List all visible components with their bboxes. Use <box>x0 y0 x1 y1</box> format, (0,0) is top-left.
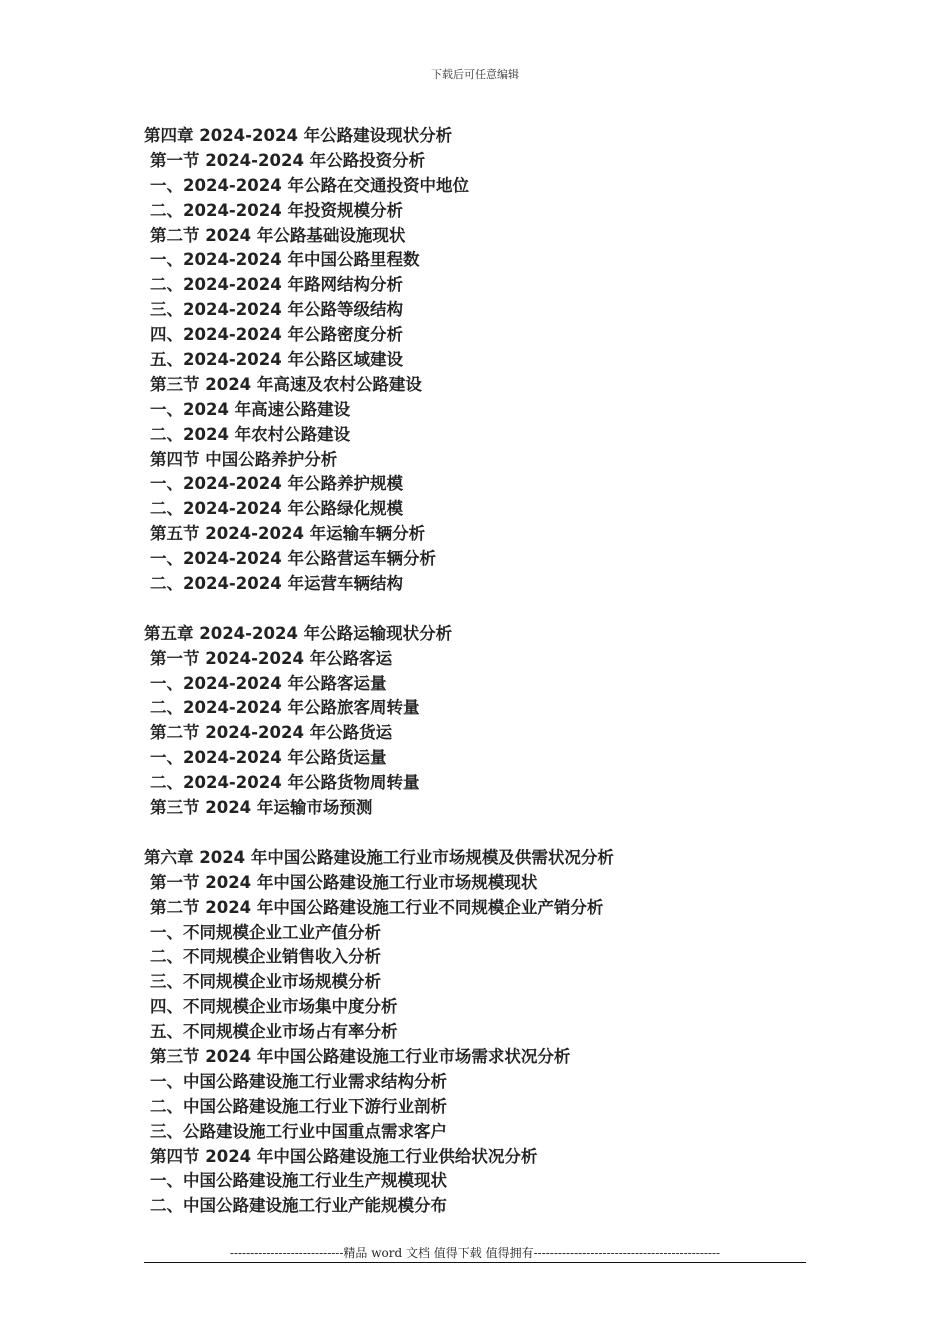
subsection-item: 一、中国公路建设施工行业生产规模现状 <box>150 1171 447 1191</box>
subsection-item: 二、2024-2024 年公路货物周转量 <box>150 773 420 793</box>
page-header: 下载后可任意编辑 <box>431 68 519 81</box>
section-heading: 第一节 2024-2024 年公路客运 <box>150 648 393 668</box>
subsection-item: 一、2024-2024 年公路货运量 <box>150 748 387 768</box>
section-gap <box>144 597 824 622</box>
subsection-item: 一、不同规模企业工业产值分析 <box>150 922 381 942</box>
subsection-item: 二、2024 年农村公路建设 <box>150 424 351 444</box>
subsection-item: 四、2024-2024 年公路密度分析 <box>150 325 403 345</box>
page-footer: ----------------------------精品 word 文档 值得下载 值得拥有---------------------------------------------- <box>229 1246 721 1260</box>
subsection-item: 一、2024 年高速公路建设 <box>150 399 351 419</box>
subsection-item: 二、2024-2024 年路网结构分析 <box>150 275 403 295</box>
subsection-item: 二、2024-2024 年公路旅客周转量 <box>150 698 420 718</box>
subsection-item: 一、2024-2024 年公路营运车辆分析 <box>150 549 436 569</box>
subsection-item: 二、2024-2024 年运营车辆结构 <box>150 574 403 594</box>
subsection-item: 二、2024-2024 年投资规模分析 <box>150 200 403 220</box>
subsection-item: 五、不同规模企业市场占有率分析 <box>150 1022 398 1042</box>
section-heading: 第四节 中国公路养护分析 <box>150 449 338 469</box>
section-heading: 第三节 2024 年高速及农村公路建设 <box>150 374 422 394</box>
subsection-item: 二、不同规模企业销售收入分析 <box>150 947 381 967</box>
section-heading: 第三节 2024 年运输市场预测 <box>150 798 373 818</box>
footer-divider <box>144 1262 806 1263</box>
section-heading: 第三节 2024 年中国公路建设施工行业市场需求状况分析 <box>150 1046 571 1066</box>
subsection-item: 五、2024-2024 年公路区域建设 <box>150 350 403 370</box>
section-heading: 第二节 2024 年公路基础设施现状 <box>150 225 406 245</box>
subsection-item: 一、2024-2024 年中国公路里程数 <box>150 250 420 270</box>
section-heading: 第二节 2024-2024 年公路货运 <box>150 723 393 743</box>
subsection-item: 三、2024-2024 年公路等级结构 <box>150 300 403 320</box>
chapter-heading: 第四章 2024-2024 年公路建设现状分析 <box>144 126 453 145</box>
table-of-contents <box>144 124 824 1219</box>
subsection-item: 一、2024-2024 年公路在交通投资中地位 <box>150 175 469 195</box>
subsection-item: 二、中国公路建设施工行业产能规模分布 <box>150 1196 447 1216</box>
subsection-item: 一、2024-2024 年公路养护规模 <box>150 474 403 494</box>
subsection-item: 二、2024-2024 年公路绿化规模 <box>150 499 403 519</box>
chapter-heading: 第六章 2024 年中国公路建设施工行业市场规模及供需状况分析 <box>144 847 614 867</box>
subsection-item: 一、2024-2024 年公路客运量 <box>150 673 387 693</box>
section-heading: 第一节 2024-2024 年公路投资分析 <box>150 150 426 170</box>
section-heading: 第四节 2024 年中国公路建设施工行业供给状况分析 <box>150 1146 538 1166</box>
subsection-item: 四、不同规模企业市场集中度分析 <box>150 997 398 1017</box>
section-heading: 第五节 2024-2024 年运输车辆分析 <box>150 524 426 544</box>
section-gap <box>144 821 824 846</box>
subsection-item: 三、公路建设施工行业中国重点需求客户 <box>150 1121 447 1141</box>
chapter-heading: 第五章 2024-2024 年公路运输现状分析 <box>144 623 453 643</box>
subsection-item: 三、不同规模企业市场规模分析 <box>150 972 381 992</box>
subsection-item: 一、中国公路建设施工行业需求结构分析 <box>150 1071 447 1091</box>
section-heading: 第一节 2024 年中国公路建设施工行业市场规模现状 <box>150 872 538 892</box>
subsection-item: 二、中国公路建设施工行业下游行业剖析 <box>150 1096 447 1116</box>
section-heading: 第二节 2024 年中国公路建设施工行业不同规模企业产销分析 <box>150 897 604 917</box>
